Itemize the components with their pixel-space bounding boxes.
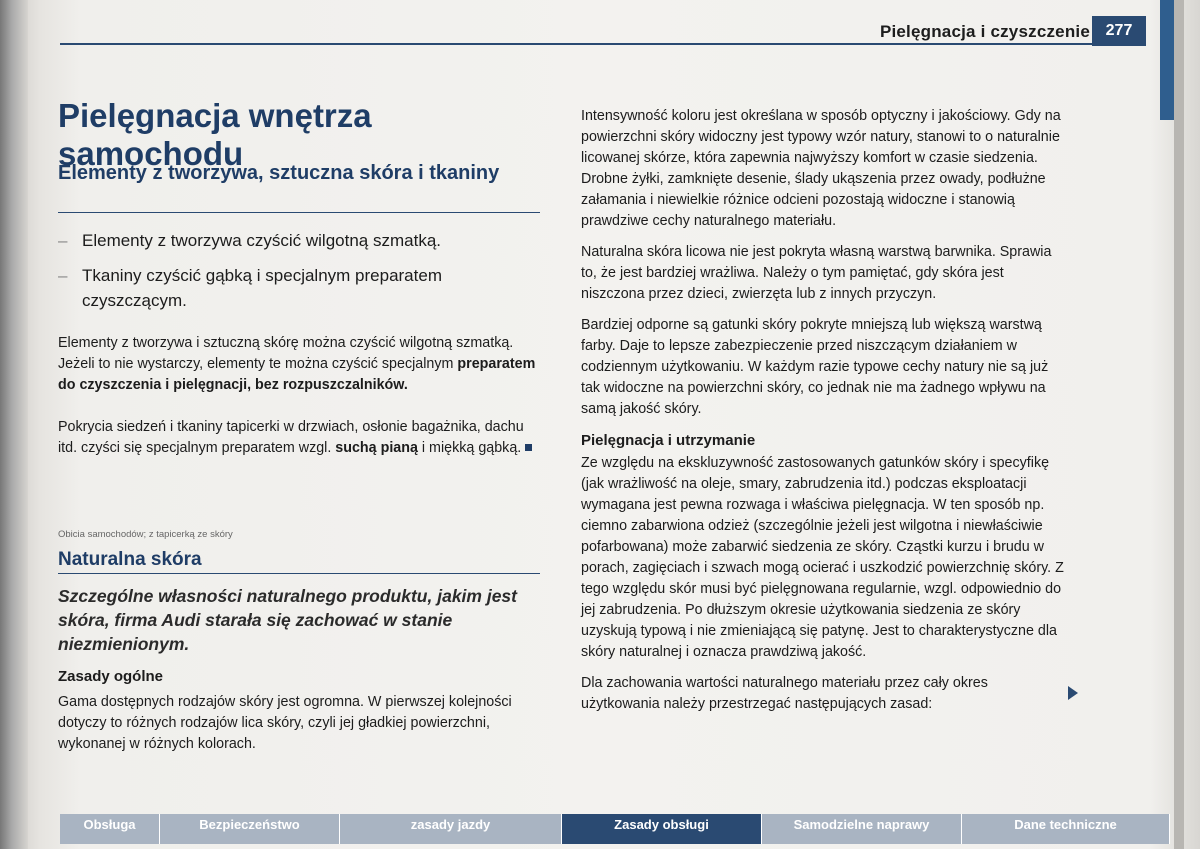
figure-caption: Obicia samochodów; z tapicerką ze skóry	[58, 529, 233, 540]
subheading-plastics: Elementy z tworzywa, sztuczna skóra i tkaniny	[58, 162, 500, 184]
paragraph-fabrics	[58, 417, 544, 459]
nav-tab-samodzielne-naprawy[interactable]: Samodzielne naprawy	[762, 814, 962, 844]
paragraph-bold-text: suchą pianą	[335, 440, 418, 456]
section-heading-leather: Naturalna skóra	[58, 549, 202, 570]
header-section-title: Pielęgnacja i czyszczenie	[879, 22, 1090, 41]
chapter-nav-bar	[60, 814, 1170, 844]
bullet-item: – Elementy z tworzywa czyścić wilgotną szmatką.	[58, 228, 538, 253]
paragraph-text: Elementy z tworzywa i sztuczną skórę można czyścić wilgotną szmatką. Jeżeli to nie wystarczy, elementy te można czyścić specjalnym	[58, 335, 514, 372]
nav-tab-zasady-obslugi[interactable]: Zasady obsługi	[562, 814, 762, 844]
paragraph-text: Pokrycia siedzeń i tkaniny tapicerki w drzwiach, osłonie bagażnika, dachu itd. czyści się specjalnym preparatem wzgl.	[58, 419, 524, 456]
end-of-section-square-icon	[525, 444, 532, 451]
book-spine-shadow	[0, 0, 28, 849]
paragraph-text: i miękką gąbką.	[417, 440, 522, 456]
paragraph-natural-leather: Naturalna skóra licowa nie jest pokryta własną warstwą barwnika. Sprawia to, że jest bardziej wrażliwa. Należy o tym pamiętać, gdy skóra jest niszczona przez dzieci, zwierzęta lub z innych przyczyn.	[581, 244, 1052, 302]
subheading-rule	[58, 212, 540, 213]
subsection-heading-care: Pielęgnacja i utrzymanie	[581, 432, 756, 449]
header-rule	[60, 43, 1092, 45]
paragraph-plastics	[58, 333, 544, 396]
page-edge	[1174, 0, 1184, 849]
nav-tab-zasady-jazdy[interactable]: zasady jazdy	[340, 814, 562, 844]
paragraph-coated-leather: Bardziej odporne są gatunki skóry pokryte mniejszą lub większą warstwą farby. Daje to lepsze zabezpieczenie przed niszczącym działaniem w codziennym użytkowaniu. W każdym razie typowe cechy natury nie są już tak widoczne na powierzchni skóry, co jednak nie ma żadnego wpływu na samą jakość skóry.	[581, 317, 1049, 417]
section-rule	[58, 573, 540, 574]
nav-tab-obsluga[interactable]: Obsługa	[60, 814, 160, 844]
subsection-heading-general: Zasady ogólne	[58, 668, 164, 685]
page-number: 277	[1092, 16, 1146, 46]
chapter-side-tab	[1160, 0, 1174, 120]
continue-arrow-icon	[1068, 686, 1078, 700]
intro-text: Szczególne własności naturalnego produktu, jakim jest skóra, firma Audi starała się zachować w stanie niezmienionym.	[58, 586, 517, 654]
right-column	[581, 106, 1067, 725]
paragraph-bold-text: preparatem do czyszczenia i pielęgnacji, bez rozpuszczalników.	[58, 356, 536, 393]
nav-tab-dane-techniczne[interactable]: Dane techniczne	[962, 814, 1170, 844]
paragraph-care: Ze względu na ekskluzywność zastosowanych gatunków skóry i specyfikę (jak wrażliwość na oleje, smary, zabrudzenia itd.) podczas eksploatacji wymagana jest pewna rozwaga i właściwa pielęgnacja. W ten sposób np. ciemno zabarwiona odzież (szczególnie jeżeli jest wilgotna i niewłaściwie pofarbowana) może zabarwić siedzenia ze skóry. Cząstki kurzu i brudu w porach, zagięciach i szwach mogą ocierać i uszkodzić powierzchnię skóry. Z tego względu skór musi być pielęgnowana regularnie, wzgl. odpowiednio do jej zabrudzenia. Po dłuższym okresie użytkowania siedzenia ze skóry uzyskują typową i nie zmieniającą się patynę. Jest to charakterystyczne dla skóry naturalnej i oznacza prawdziwą jakość.	[581, 455, 1064, 660]
bullet-item: – Tkaniny czyścić gąbką i specjalnym preparatem czyszczącym.	[58, 263, 538, 313]
cleaning-bullet-list	[58, 228, 538, 323]
paragraph-color-intensity: Intensywność koloru jest określana w sposób optyczny i jakościowy. Gdy na powierzchni skóry widoczny jest typowy wzór natury, stanowi to o naturalnie licowanej skórze, która zapewnia najwyższy komfort w czasie siedzenia. Drobne żyłki, zamknięte desenie, ślady ukąszenia przez owady, podłużne załamania i niewielkie różnice odcieni pozostają widoczne i stanowią prawdziwe cechy naturalnego materiału.	[581, 108, 1061, 229]
page-title: Pielęgnacja wnętrza samochodu	[58, 97, 372, 172]
paragraph-leather-types: Gama dostępnych rodzajów skóry jest ogromna. W pierwszej kolejności dotyczy to różnych rodzajów lica skóry, czyli jej gładkiej powierzchni, wykonanej w różnych kolorach.	[58, 694, 512, 752]
paragraph-rules-intro: Dla zachowania wartości naturalnego materiału przez cały okres użytkowania należy przestrzegać następujących zasad:	[581, 675, 988, 712]
nav-tab-bezpieczenstwo[interactable]: Bezpieczeństwo	[160, 814, 340, 844]
